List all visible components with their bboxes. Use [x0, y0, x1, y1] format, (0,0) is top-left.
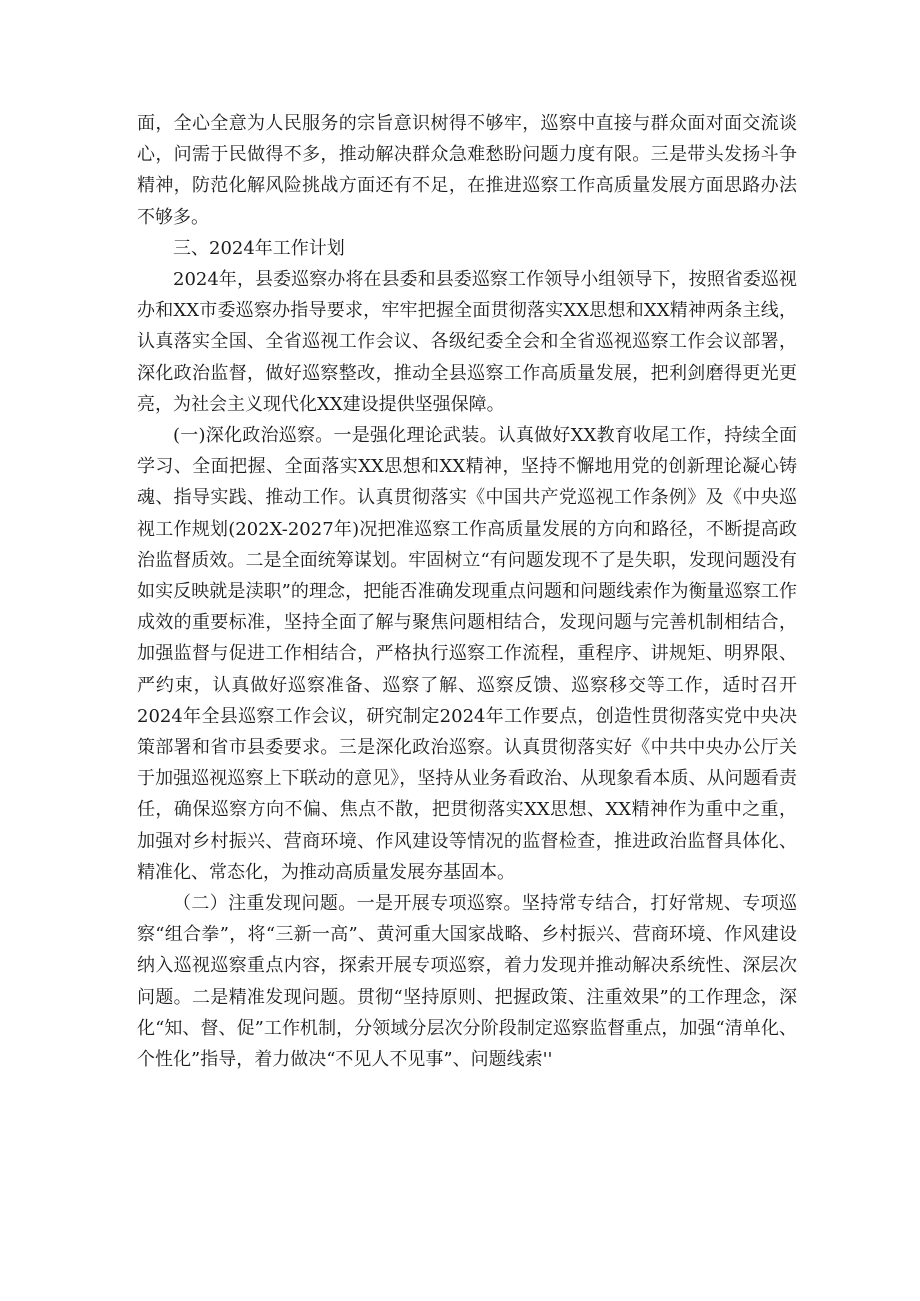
paragraph-continuation: 面，全心全意为人民服务的宗旨意识树得不够牢，巡察中直接与群众面对面交流谈心，问需于民做得不多，推动解决群众急难愁盼问题力度有限。三是带头发扬斗争精神，防范化解风险挑战方面还有不足，在推进巡察工作高质量发展方面思路办法不够多。 [137, 113, 797, 228]
document-body [137, 108, 797, 1075]
paragraph-political-inspection: (一)深化政治巡察。一是强化理论武装。认真做好XX教育收尾工作，持续全面学习、全面把握、全面落实XX思想和XX精神，坚持不懈地用党的创新理论凝心铸魂、指导实践、推动工作。认真贯彻落实《中国共产党巡视工作条例》及《中央巡视工作规划(202X-2027年)况把准巡察工作高质量发展的方向和路径，不断提高政治监督质效。二是全面统筹谋划。牢固树立“有问题发现不了是失职，发现问题没有如实反映就是渎职”的理念，把能否准确发现重点问题和问题线索作为衡量巡察工作成效的重要标准，坚持全面了解与聚焦问题相结合，发现问题与完善机制相结合，加强监督与促进工作相结合，严格执行巡察工作流程，重程序、讲规矩、明界限、严约束，认真做好巡察准备、巡察了解、巡察反馈、巡察移交等工作，适时召开2024年全县巡察工作会议，研究制定2024年工作要点，创造性贯彻落实党中央决策部署和省市县委要求。三是深化政治巡察。认真贯彻落实好《中共中央办公厅关于加强巡视巡察上下联动的意见》，坚持从业务看政治、从现象看本质、从问题看责任，确保巡察方向不偏、焦点不散，把贯彻落实XX思想、XX精神作为重中之重，加强对乡村振兴、营商环境、作风建设等情况的监督检查，推进政治监督具体化、精准化、常态化，为推动高质量发展夯基固本。 [137, 425, 797, 883]
paragraph-plan-intro: 2024年，县委巡察办将在县委和县委巡察工作领导小组领导下，按照省委巡视办和XX市委巡察办指导要求，牢牢把握全面贯彻落实XX思想和XX精神两条主线，认真落实全国、全省巡视工作会议、各级纪委全会和全省巡视巡察工作会议部署，深化政治监督，做好巡察整改，推动全县巡察工作高质量发展，把利剑磨得更光更亮，为社会主义现代化XX建设提供坚强保障。 [137, 269, 797, 415]
paragraph-finding-problems: （二）注重发现问题。一是开展专项巡察。坚持常专结合，打好常规、专项巡察“组合拳”，将“三新一高”、黄河重大国家战略、乡村振兴、营商环境、作风建设纳入巡视巡察重点内容，探索开展专项巡察，着力发现并推动解决系统性、深层次问题。二是精准发现问题。贯彻“坚持原则、把握政策、注重效果”的工作理念，深化“知、督、促”工作机制，分领域分层次分阶段制定巡察监督重点，加强“清单化、个性化”指导，着力做决“不见人不见事”、问题线索'' [137, 893, 797, 1071]
section-heading: 三、2024年工作计划 [173, 237, 345, 259]
